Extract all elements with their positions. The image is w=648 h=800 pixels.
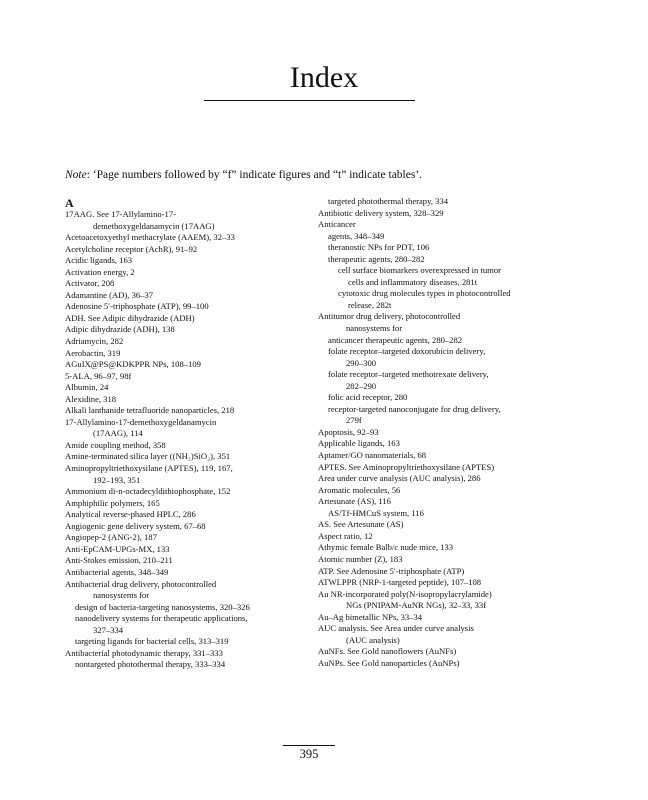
index-subentry: theranostic NPs for PDT, 106 xyxy=(328,242,430,253)
index-subentry: 290–300 xyxy=(346,357,377,368)
index-subsubentry: cells and inflammatory diseases, 281t xyxy=(348,276,478,287)
index-subentry: folic acid receptor, 280 xyxy=(328,392,408,403)
index-subentry: targeting ligands for bacterial cells, 313–319 xyxy=(75,636,229,647)
index-entry: Amide coupling method, 358 xyxy=(65,439,166,450)
index-entry: Anti-EpCAM-UPGs-MX, 133 xyxy=(65,543,170,554)
index-entry: Analytical reverse-phased HPLC, 286 xyxy=(65,509,196,520)
index-entry: AuNPs. See Gold nanoparticles (AuNPs) xyxy=(318,657,460,668)
index-entry: (17AAG), 114 xyxy=(93,428,143,439)
index-entry: Applicable ligands, 163 xyxy=(318,438,400,449)
page-number: 395 xyxy=(299,747,319,761)
index-entry: Antibacterial drug delivery, photocontrolled xyxy=(65,578,217,589)
index-subentry: agents, 348–349 xyxy=(328,230,385,241)
index-entry: APTES. See Aminopropyltriethoxysilane (APTES) xyxy=(318,461,495,472)
index-entry: (AUC analysis) xyxy=(346,634,400,645)
index-entry: NGs (PNIPAM-AuNR NGs), 32–33, 33f xyxy=(346,600,487,611)
index-entry: nanosystems for xyxy=(93,590,150,601)
index-entry: Alexidine, 318 xyxy=(65,393,117,404)
index-entry: Acetoacetoxyethyl methacrylate (AAEM), 32–33 xyxy=(65,232,235,243)
index-entry: Antitumor drug delivery, photocontrolled xyxy=(318,311,461,322)
index-entry: Acetylcholine receptor (AchR), 91–92 xyxy=(65,243,198,254)
index-entry: Antibiotic delivery system, 328–329 xyxy=(318,207,444,218)
index-entry: 5-ALA, 96–97, 98f xyxy=(65,370,132,381)
index-entry: ATP. See Adenosine 5′-triphosphate (ATP) xyxy=(318,565,465,576)
index-entry: Aromatic molecules, 56 xyxy=(318,484,401,495)
index-entry: Antibacterial photodynamic therapy, 331–333 xyxy=(65,647,223,658)
index-entry: Atomic number (Z), 183 xyxy=(318,553,403,564)
index-entry: Aerobactin, 319 xyxy=(65,347,121,358)
index-entry: AS. See Artesunate (AS) xyxy=(318,519,404,530)
index-entry: Au NR-incorporated poly(N-isopropylacrylamide) xyxy=(318,588,492,599)
index-entry: Acidic ligands, 163 xyxy=(65,255,133,266)
index-subentry: nanodelivery systems for therapeutic applications, xyxy=(75,613,248,624)
index-entry: 17-Allylamino-17-demethoxygeldanamycin xyxy=(65,416,217,427)
index-entry: ATWLPPR (NRP-1-targeted peptide), 107–108 xyxy=(318,577,482,588)
index-entry: Amphiphilic polymers, 165 xyxy=(65,497,160,508)
index-entry: Athymic female Balb/c nude mice, 133 xyxy=(318,542,454,553)
index-entry: Anti-Stokes emission, 210–211 xyxy=(65,555,173,566)
index-entry: 192–193, 351 xyxy=(93,474,141,485)
index-column-right xyxy=(318,196,588,669)
index-entry: Artesunate (AS), 116 xyxy=(318,496,391,507)
note-text: : ‘Page numbers followed by “f” indicate figures and “t” indicate tables’. xyxy=(86,169,423,181)
index-entry: Angiogenic gene delivery system, 67–68 xyxy=(65,520,206,531)
index-entry: Angiopep-2 (ANG-2), 187 xyxy=(65,532,157,543)
index-subsubentry: cytotoxic drug molecules types in photocontrolled xyxy=(338,288,511,299)
index-entry: demethoxygeldanamycin (17AAG) xyxy=(93,220,215,231)
index-subentry: 282–290 xyxy=(346,380,377,391)
page-number-rule xyxy=(283,745,335,746)
index-entry: Aptamer/GO nanomaterials, 68 xyxy=(318,450,427,461)
index-entry: AGuIX@PS@KDKPPR NPs, 108–109 xyxy=(65,359,201,370)
index-subentry: targeted photothermal therapy, 334 xyxy=(328,196,449,206)
index-entry: AuNFs. See Gold nanoflowers (AuNFs) xyxy=(318,646,457,657)
index-note xyxy=(65,168,422,182)
index-entry: AUC analysis. See Area under curve analysis xyxy=(318,623,474,634)
index-entry: Aspect ratio, 12 xyxy=(318,530,373,541)
index-entry: Ammonium di-n-octadecyldithiophosphate, 152 xyxy=(65,486,231,497)
index-entry: 17AAG. See 17-Allylamino-17- xyxy=(65,209,176,219)
index-subentry: folate receptor–targeted doxorubicin delivery, xyxy=(328,346,486,357)
note-label: Note xyxy=(65,169,87,181)
index-subsubentry: cell surface biomarkers overexpressed in tumor xyxy=(338,265,501,276)
index-subentry: therapeutic agents, 280–282 xyxy=(328,253,425,264)
index-subentry: anticancer therapeutic agents, 280–282 xyxy=(328,334,463,345)
index-subentry: receptor-targeted nanoconjugate for drug delivery, xyxy=(328,403,501,414)
index-entry: Apoptosis, 92–93 xyxy=(318,426,379,437)
index-entry: Area under curve analysis (AUC analysis), 286 xyxy=(318,473,481,484)
index-entry: Amine-terminated silica layer ((NH₂)SiO₂), 351 xyxy=(65,451,231,462)
index-entry: Activator, 208 xyxy=(65,278,115,289)
index-subentry: 327–334 xyxy=(93,624,124,635)
index-entry: Adenosine 5′-triphosphate (ATP), 99–100 xyxy=(65,301,209,312)
index-subentry: nontargeted photothermal therapy, 333–334 xyxy=(75,659,226,670)
index-subentry: design of bacteria-targeting nanosystems, 320–326 xyxy=(75,601,250,612)
page-title: Index xyxy=(289,61,359,94)
index-subentry: 279f xyxy=(346,415,362,426)
index-entry: Activation energy, 2 xyxy=(65,266,135,277)
index-entry: nanosystems for xyxy=(346,323,403,334)
index-entry: Alkali lanthanide tetrafluoride nanoparticles, 218 xyxy=(65,405,235,416)
index-entry: Antibacterial agents, 348–349 xyxy=(65,566,169,577)
title-underline xyxy=(204,100,415,101)
index-subentry: AS/Tf-HMCuS system, 116 xyxy=(328,507,424,518)
index-entry: Albumin, 24 xyxy=(65,382,109,393)
index-entry: Adamantine (AD), 36–37 xyxy=(65,289,154,300)
index-entry: Adipic dihydrazide (ADH), 138 xyxy=(65,324,175,335)
index-entry: Aminopropyltriethoxysilane (APTES), 119, 167, xyxy=(65,463,233,474)
index-entry: Au–Ag bimetallic NPs, 33–34 xyxy=(318,611,423,622)
index-subsubentry: release, 282t xyxy=(348,299,392,310)
section-letter: A xyxy=(65,196,74,210)
index-entry: Anticancer xyxy=(318,219,356,230)
index-subentry: folate receptor–targeted methotrexate delivery, xyxy=(328,369,489,380)
index-column-left xyxy=(65,196,315,671)
index-entry: ADH. See Adipic dihydrazide (ADH) xyxy=(65,312,195,323)
index-entry: Adriamycin, 282 xyxy=(65,336,124,347)
